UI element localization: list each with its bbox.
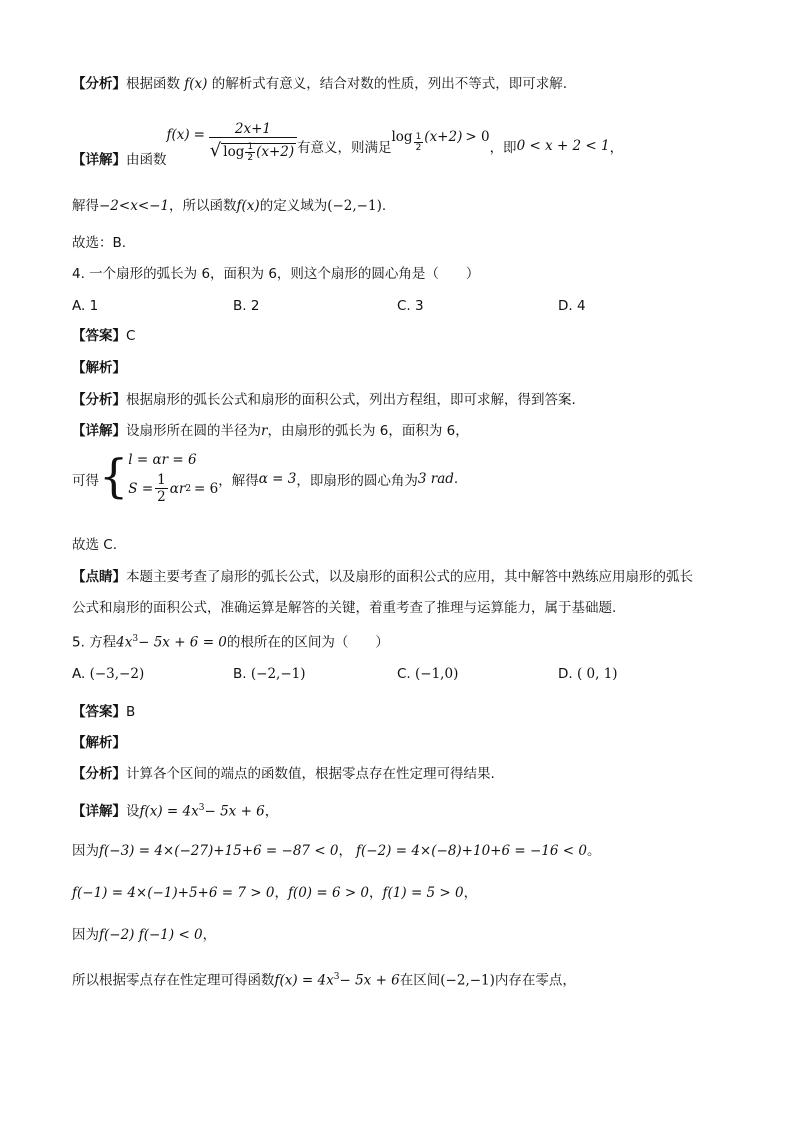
q4-option-a: A. 1 bbox=[72, 298, 99, 314]
q3-detail: 【详解】 由函数 f(x) = 2x+1 √ log $\frac{1}{2}$ (x+2) 有意义，则满足 log $\frac{1}{2}$ (x+2) > 0 ，即 0 < x + 2 < 1 ， bbox=[72, 121, 624, 168]
q3-solution: 解得−2<x<−1，所以函数f(x)的定义域为(−2,−1). bbox=[72, 198, 387, 214]
q4-explanation-tag: 【解析】 bbox=[72, 360, 126, 376]
q4-option-d: D. 4 bbox=[558, 298, 586, 314]
q4-answer: 【答案】C bbox=[72, 328, 136, 344]
detail-tag: 【详解】 bbox=[72, 152, 126, 168]
q5-analysis: 【分析】计算各个区间的端点的函数值，根据零点存在性定理可得结果. bbox=[72, 766, 495, 782]
q5-conclusion: 所以根据零点存在性定理可得函数$f(x) = 4x^3- 5x + 6$在区间(−2,−1)内存在零点， bbox=[72, 972, 576, 989]
q4-comment-1: 【点睛】本题主要考查了扇形的弧长公式，以及扇形的面积公式的应用，其中解答中熟练应用扇形的弧长 bbox=[72, 569, 693, 585]
q5-option-a: A. (−3,−2) bbox=[72, 666, 145, 682]
q4-analysis: 【分析】根据扇形的弧长公式和扇形的面积公式，列出方程组，即可求解，得到答案. bbox=[72, 392, 576, 408]
q4-comment-2: 公式和扇形的面积公式，准确运算是解答的关键，着重考查了推理与运算能力，属于基础题. bbox=[72, 600, 617, 616]
q5-explanation-tag: 【解析】 bbox=[72, 735, 126, 751]
q4-stem: 4. 一个扇形的弧长为 6，面积为 6，则这个扇形的圆心角是（ ） bbox=[72, 266, 480, 282]
q5-values-2: f(−1) = 4×(−1)+5+6 = 7 > 0，f(0) = 6 > 0，f(1) = 5 > 0， bbox=[72, 885, 478, 901]
domain-fraction: 2x+1 √ log $\frac{1}{2}$ (x+2) bbox=[209, 121, 297, 163]
q5-option-c: C. (−1,0) bbox=[397, 666, 459, 682]
q4-system: 可得 { l = αr = 6 S = $\frac{1}{2}$ αr 2 = 6 ，解得 α = 3 ，即扇形的圆心角为 3 rad . bbox=[72, 448, 459, 505]
q5-option-d: D. ( 0, 1) bbox=[558, 666, 618, 682]
q5-values-1: 因为f(−3) = 4×(−27)+15+6 = −87 < 0， f(−2) = 4×(−8)+10+6 = −16 < 0。 bbox=[72, 843, 601, 859]
q4-detail: 【详解】设扇形所在圆的半径为r，由扇形的弧长为 6，面积为 6， bbox=[72, 423, 469, 439]
q3-analysis: 【分析】根据函数 f(x) 的解析式有意义，结合对数的性质，列出不等式，即可求解. bbox=[72, 76, 568, 92]
q5-answer: 【答案】B bbox=[72, 704, 136, 720]
analysis-tag: 【分析】 bbox=[72, 76, 126, 92]
q4-choice: 故选 C. bbox=[72, 537, 118, 553]
q5-detail: 【详解】设$f(x) = 4x^3- 5x + 6$， bbox=[72, 803, 279, 820]
q4-option-c: C. 3 bbox=[397, 298, 424, 314]
q3-choice: 故选：B. bbox=[72, 235, 127, 251]
q5-option-b: B. (−2,−1) bbox=[233, 666, 306, 682]
q5-stem: 5. 方程$4x^3- 5x + 6 = 0$的根所在的区间为（ ） bbox=[72, 634, 389, 651]
q4-option-b: B. 2 bbox=[233, 298, 260, 314]
q5-product: 因为f(−2) f(−1) < 0， bbox=[72, 927, 217, 943]
